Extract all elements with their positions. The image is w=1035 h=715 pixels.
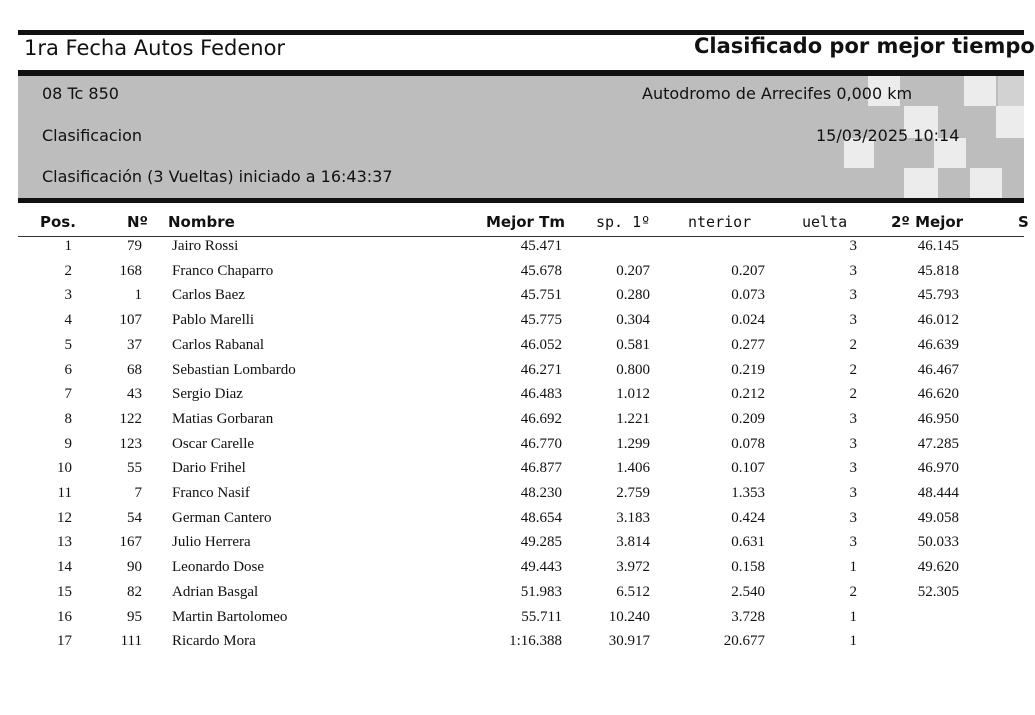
best-time-cell: 45.751: [520, 287, 562, 304]
best-time-cell: 48.654: [520, 509, 562, 526]
driver-name-cell: Franco Nasif: [172, 485, 250, 501]
position-cell: 2: [64, 262, 72, 279]
driver-name-cell: Sergio Diaz: [172, 386, 243, 403]
diff-first-cell: 6.512: [616, 583, 650, 600]
lap-cell: 3: [849, 262, 857, 279]
diff-first-cell: 30.917: [608, 633, 650, 650]
diff-first-cell: 3.183: [616, 509, 650, 526]
session-name: Clasificacion: [42, 126, 143, 145]
position-cell: 5: [64, 336, 72, 353]
second-best-cell: 48.444: [917, 485, 959, 501]
table-row: [0, 411, 1024, 435]
car-number-cell: 167: [119, 534, 142, 551]
driver-name-cell: Adrian Basgal: [172, 583, 259, 600]
best-time-cell: 46.052: [520, 336, 562, 353]
diff-previous-cell: 2.540: [731, 583, 765, 600]
car-number-cell: 68: [127, 361, 142, 378]
lap-cell: 3: [849, 435, 857, 452]
table-row: [0, 263, 1024, 287]
second-best-cell: 46.145: [917, 238, 959, 254]
checkered-flag-square: [970, 168, 1002, 199]
second-best-cell: 46.620: [917, 386, 959, 403]
best-time-cell: 51.983: [520, 583, 562, 600]
session-datetime: 15/03/2025 10:14: [816, 126, 960, 145]
car-number-cell: 1: [134, 287, 142, 304]
diff-first-cell: 0.280: [616, 287, 650, 304]
lap-cell: 3: [849, 460, 857, 477]
report-type-title: Clasificado por mejor tiempo: [694, 34, 1035, 58]
car-number-cell: 107: [119, 312, 142, 329]
car-number-cell: 123: [119, 435, 142, 452]
best-time-cell: 45.678: [520, 262, 562, 279]
diff-first-cell: 0.800: [616, 361, 650, 378]
event-title: 1ra Fecha Autos Fedenor: [24, 36, 286, 60]
diff-first-cell: 1.299: [616, 435, 650, 452]
driver-name-cell: Carlos Rabanal: [172, 336, 265, 353]
table-row: [0, 584, 1024, 608]
car-number-cell: 7: [134, 485, 142, 501]
diff-first-cell: 0.581: [616, 336, 650, 353]
car-number-cell: 122: [119, 410, 142, 427]
table-row: [0, 362, 1024, 386]
position-cell: 6: [64, 361, 72, 378]
table-row: [0, 386, 1024, 410]
driver-name-cell: Franco Chaparro: [172, 262, 274, 279]
diff-previous-cell: 0.277: [731, 336, 765, 353]
column-header-second-best: 2º Mejor: [891, 213, 964, 231]
diff-first-cell: 3.814: [616, 534, 650, 551]
diff-first-cell: 10.240: [608, 608, 650, 625]
driver-name-cell: German Cantero: [172, 509, 272, 526]
second-best-cell: 45.793: [917, 287, 959, 304]
lap-cell: 3: [849, 410, 857, 427]
diff-first-cell: 1.012: [616, 386, 650, 403]
driver-name-cell: Pablo Marelli: [172, 312, 255, 329]
best-time-cell: 1:16.388: [509, 633, 562, 650]
lap-cell: 3: [849, 287, 857, 304]
car-number-cell: 55: [127, 460, 142, 477]
second-best-cell: 46.970: [917, 460, 959, 477]
lap-cell: 3: [849, 238, 857, 254]
second-best-cell: 49.620: [917, 559, 959, 576]
table-row: [0, 287, 1024, 311]
driver-name-cell: Martin Bartolomeo: [172, 608, 288, 625]
diff-previous-cell: 0.212: [731, 386, 765, 403]
lap-cell: 2: [849, 336, 857, 353]
diff-first-cell: 3.972: [616, 559, 650, 576]
position-cell: 1: [64, 238, 72, 254]
column-header-name: Nombre: [168, 213, 235, 231]
session-detail: Clasificación (3 Vueltas) iniciado a 16:43:37: [42, 167, 393, 186]
car-number-cell: 43: [127, 386, 142, 403]
diff-previous-cell: 0.024: [731, 312, 765, 329]
column-header-pos: Pos.: [40, 213, 76, 231]
driver-name-cell: Sebastian Lombardo: [172, 361, 296, 378]
best-time-cell: 48.230: [520, 485, 562, 501]
lap-cell: 2: [849, 386, 857, 403]
table-row: [0, 609, 1024, 633]
driver-name-cell: Carlos Baez: [172, 287, 245, 304]
lap-cell: 1: [849, 608, 857, 625]
checkered-flag-square: [964, 76, 996, 106]
table-row: [0, 559, 1024, 583]
diff-first-cell: 1.406: [616, 460, 650, 477]
diff-first-cell: 2.759: [616, 485, 650, 501]
diff-previous-cell: 0.207: [731, 262, 765, 279]
position-cell: 8: [64, 410, 72, 427]
diff-previous-cell: 1.353: [731, 485, 765, 501]
table-row: [0, 238, 1024, 262]
column-header-diff-first: sp. 1º: [596, 213, 651, 231]
position-cell: 14: [57, 559, 72, 576]
car-number-cell: 168: [119, 262, 142, 279]
second-best-cell: 46.012: [917, 312, 959, 329]
car-number-cell: 54: [127, 509, 142, 526]
position-cell: 16: [57, 608, 72, 625]
driver-name-cell: Julio Herrera: [172, 534, 251, 551]
session-circuit: Autodromo de Arrecifes 0,000 km: [642, 84, 913, 103]
position-cell: 3: [64, 287, 72, 304]
table-row: [0, 534, 1024, 558]
lap-cell: 3: [849, 312, 857, 329]
lap-cell: 3: [849, 534, 857, 551]
driver-name-cell: Dario Frihel: [172, 460, 246, 477]
column-header-best-time: Mejor Tm: [486, 213, 566, 231]
car-number-cell: 37: [127, 336, 142, 353]
position-cell: 11: [57, 485, 72, 501]
session-category: 08 Tc 850: [42, 84, 119, 103]
best-time-cell: 46.770: [520, 435, 562, 452]
best-time-cell: 46.692: [520, 410, 562, 427]
column-header-extra: S: [1018, 213, 1029, 231]
best-time-cell: 46.271: [520, 361, 562, 378]
column-header-diff-previous: nterior: [688, 213, 752, 231]
table-row: [0, 312, 1024, 336]
driver-name-cell: Jairo Rossi: [172, 238, 239, 254]
header-rule: [18, 236, 1024, 237]
driver-name-cell: Leonardo Dose: [172, 559, 265, 576]
diff-previous-cell: 0.078: [731, 435, 765, 452]
position-cell: 7: [64, 386, 72, 403]
info-box-bottom-rule: [18, 198, 1024, 203]
second-best-cell: 45.818: [917, 262, 959, 279]
lap-cell: 3: [849, 509, 857, 526]
table-row: [0, 510, 1024, 534]
second-best-cell: 47.285: [917, 435, 959, 452]
second-best-cell: 46.639: [917, 336, 959, 353]
position-cell: 15: [57, 583, 72, 600]
driver-name-cell: Oscar Carelle: [172, 435, 255, 452]
best-time-cell: 45.471: [520, 238, 562, 254]
diff-previous-cell: 0.424: [731, 509, 765, 526]
diff-previous-cell: 0.631: [731, 534, 765, 551]
column-header-lap: uelta: [802, 213, 848, 231]
diff-previous-cell: 0.073: [731, 287, 765, 304]
table-row: [0, 633, 1024, 657]
best-time-cell: 46.483: [520, 386, 562, 403]
checkered-flag-square: [998, 76, 1024, 106]
diff-first-cell: 1.221: [616, 410, 650, 427]
diff-previous-cell: 0.209: [731, 410, 765, 427]
table-row: [0, 436, 1024, 460]
second-best-cell: 52.305: [917, 583, 959, 600]
diff-first-cell: 0.304: [616, 312, 650, 329]
driver-name-cell: Matias Gorbaran: [172, 410, 274, 427]
driver-name-cell: Ricardo Mora: [172, 633, 256, 650]
diff-previous-cell: 0.107: [731, 460, 765, 477]
best-time-cell: 46.877: [520, 460, 562, 477]
second-best-cell: 46.467: [917, 361, 959, 378]
lap-cell: 3: [849, 485, 857, 501]
lap-cell: 2: [849, 361, 857, 378]
column-header-number: Nº: [127, 213, 149, 231]
best-time-cell: 55.711: [521, 608, 562, 625]
car-number-cell: 111: [120, 633, 142, 650]
diff-first-cell: 0.207: [616, 262, 650, 279]
position-cell: 17: [57, 633, 72, 650]
table-row: [0, 485, 1024, 509]
second-best-cell: 49.058: [917, 509, 959, 526]
lap-cell: 1: [849, 559, 857, 576]
lap-cell: 2: [849, 583, 857, 600]
checkered-flag-square: [904, 168, 938, 199]
second-best-cell: 50.033: [917, 534, 959, 551]
position-cell: 12: [57, 509, 72, 526]
position-cell: 4: [64, 312, 72, 329]
car-number-cell: 90: [127, 559, 142, 576]
lap-cell: 1: [849, 633, 857, 650]
table-row: [0, 460, 1024, 484]
diff-previous-cell: 0.219: [731, 361, 765, 378]
position-cell: 10: [57, 460, 72, 477]
best-time-cell: 45.775: [520, 312, 562, 329]
checkered-flag-square: [996, 106, 1024, 138]
car-number-cell: 79: [127, 238, 142, 254]
diff-previous-cell: 3.728: [731, 608, 765, 625]
second-best-cell: 46.950: [917, 410, 959, 427]
best-time-cell: 49.443: [520, 559, 562, 576]
car-number-cell: 95: [127, 608, 142, 625]
position-cell: 13: [57, 534, 72, 551]
table-row: [0, 337, 1024, 361]
diff-previous-cell: 20.677: [723, 633, 765, 650]
diff-previous-cell: 0.158: [731, 559, 765, 576]
session-info-box: [18, 76, 1024, 199]
position-cell: 9: [64, 435, 72, 452]
car-number-cell: 82: [127, 583, 142, 600]
best-time-cell: 49.285: [520, 534, 562, 551]
